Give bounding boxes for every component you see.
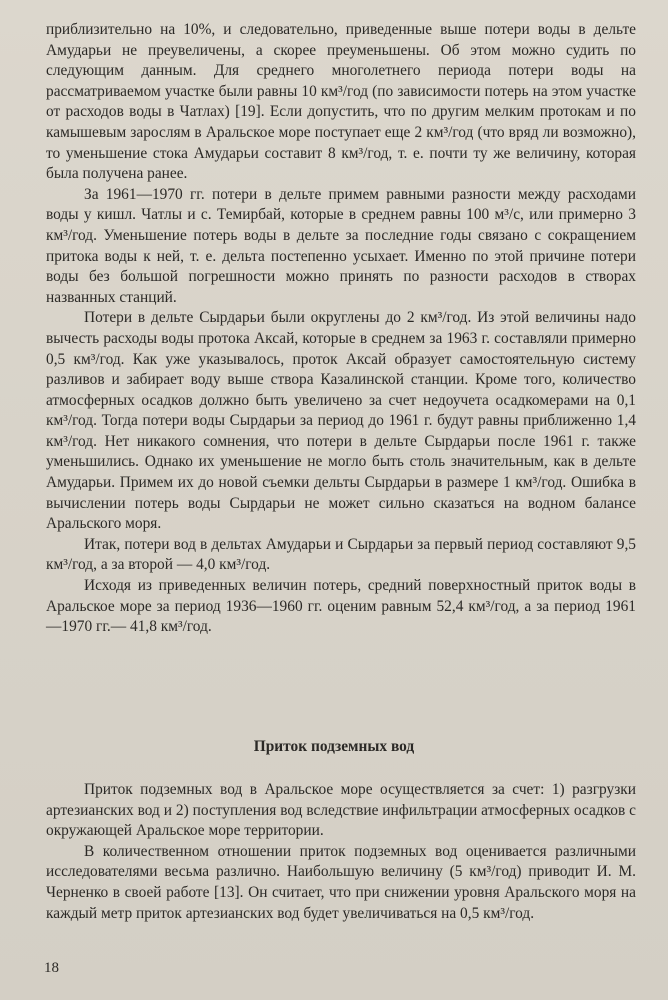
paragraph: Потери в дельте Сырдарьи были округлены до 2 км³/год. Из этой величины надо вычесть расходы воды протока Аксай, которые в среднем за 1963 г. составляли примерно 0,5 км³/год. Как уже указывалось, проток Аксай образует самостоятельную систему разливов и забирает воду выше створа Казалинской станции. Кроме того, количество атмосферных осадков должно быть увеличено за счет недоучета осадкомерами на 0,1 км³/год. Тогда потери воды Сырдарьи за период до 1961 г. будут равны приближенно 1,4 км³/год. Нет никакого сомнения, что потери в дельте Сырдарьи после 1961 г. также уменьшились. Однако их уменьшение не могло быть столь значительным, как в дельте Амударьи. Примем их до новой съемки дельты Сырдарьи в размере 1 км³/год. Ошибка в вычислении потерь воды Сырдарьи не может сильно сказаться на водном балансе Аральского моря. [46,309,636,533]
body-text [46,20,636,638]
paragraph: Приток подземных вод в Аральское море осуществляется за счет: 1) разгрузки артезианских вод и 2) поступления вод вследствие инфильтрации атмосферных осадков с окружающей Аральское море территории. [46,781,636,840]
paragraph: В количественном отношении приток подземных вод оценивается различными исследователями весьма различно. Наибольшую величину (5 км³/год) приводит И. М. Черненко в своей работе [13]. Он считает, что при снижении уровня Аральского моря на каждый метр приток артезианских вод будет увеличиваться на 0,5 км³/год. [46,842,636,922]
paragraph: Итак, потери вод в дельтах Амударьи и Сырдарьи за первый период составляют 9,5 км³/год, а за второй — 4,0 км³/год. [46,535,636,574]
paragraph: За 1961—1970 гг. потери в дельте примем равными разности между расходами воды у кишл. Чатлы и с. Темирбай, которые в среднем равны 100 м³/с, или примерно 3 км³/год. Уменьшение потерь воды в дельте за последние годы связано с сокращением притока воды к ней, т. е. дельта постепенно усыхает. Именно по этой причине потери воды без большой погрешности можно принять по разности расходов в створах названных станций. [46,185,636,306]
paragraph: Исходя из приведенных величин потерь, средний поверхностный приток воды в Аральское море за период 1936—1960 гг. оценим равным 52,4 км³/год, а за период 1961—1970 гг.— 41,8 км³/год. [46,577,636,636]
paragraph: приблизительно на 10%, и следовательно, приведенные выше потери воды в дельте Амударьи не преувеличены, а скорее преуменьшены. Об этом можно судить по следующим данным. Для среднего многолетнего периода потери воды на рассматриваемом участке были равны 10 км³/год (по зависимости потерь на этом участке от расходов воды в Чатлах) [19]. Если допустить, что по другим мелким протокам и по камышевым зарослям в Аральское море поступает еще 2 км³/год (что вряд ли возможно), то уменьшение стока Амударьи составит 8 км³/год, т. е. почти ту же величину, которая была получена ранее. [46,21,636,183]
page-number: 18 [44,960,59,976]
section-text [46,780,636,924]
section-heading: Приток подземных вод [253,738,415,755]
